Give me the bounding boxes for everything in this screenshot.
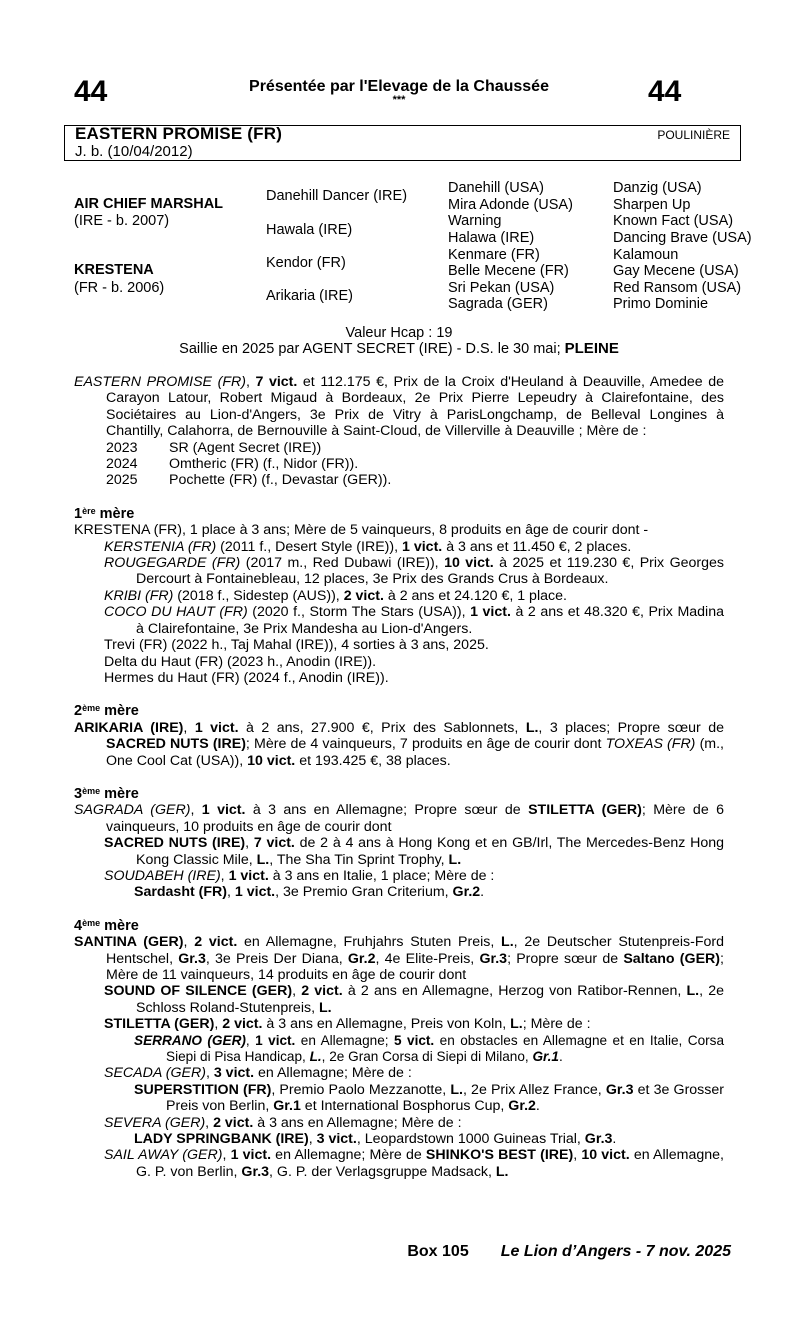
produce-entry: SOUDABEH (IRE), 1 vict. à 3 ans en Italie, 1 place; Mère de : xyxy=(104,867,495,884)
lot-number-left: 44 xyxy=(74,75,108,108)
stars: *** xyxy=(392,94,406,106)
produce-entry: KRIBI (FR) (2018 f., Sidestep (AUS)), 2 vict. à 2 ans et 24.120 €, 1 place. xyxy=(104,587,567,604)
dam-info: (FR - b. 2006) xyxy=(74,280,165,296)
lot-number-right: 44 xyxy=(648,75,682,108)
pedigree-gen4: Known Fact (USA) xyxy=(613,213,734,229)
pedigree-gen3: Mira Adonde (USA) xyxy=(448,197,573,213)
produce-row: 2023 SR (Agent Secret (IRE)) xyxy=(106,439,322,456)
horse-description: J. b. (10/04/2012) xyxy=(75,143,193,160)
pedigree-gen2: Kendor (FR) xyxy=(266,255,346,271)
pedigree-gen3: Halawa (IRE) xyxy=(448,230,535,246)
sire-info: (IRE - b. 2007) xyxy=(74,213,170,229)
fourth-dam-record: SANTINA (GER), 2 vict. en Allemagne, Fruhjahrs Stuten Preis, L., 2e Deutscher Stutenpreis-Ford Hentschel, Gr.3, 3e Preis Der Diana, Gr.2, 4e Elite-Preis, Gr.3; Propre sœur de Saltano (GER); Mère de 11 vainqueurs, 14 produits en âge de courir dont xyxy=(74,934,724,983)
produce-row: 2024 Omtheric (FR) (f., Nidor (FR)). xyxy=(106,456,359,473)
main-text xyxy=(74,374,724,1180)
produce-entry: SAIL AWAY (GER), 1 vict. en Allemagne; Mère de SHINKO'S BEST (IRE), 10 vict. en Allemagne, G. P. von Berlin, Gr.3, G. P. der Verlagsgruppe Madsack, L. xyxy=(104,1147,724,1180)
pedigree-gen4: Gay Mecene (USA) xyxy=(613,263,739,279)
horse-type: POULINIÈRE xyxy=(657,128,730,142)
pedigree-gen4: Kalamoun xyxy=(613,247,679,263)
second-dam-record: ARIKARIA (IRE), 1 vict. à 2 ans, 27.900 €, Prix des Sablonnets, L., 3 places; Propre sœur de SACRED NUTS (IRE); Mère de 4 vainqueurs, 7 produits en âge de courir dont TOXEAS (FR) (m., One Cool Cat (USA)), 10 vict. et 193.425 €, 38 places. xyxy=(74,719,724,769)
second-dam-heading: 2ème mère xyxy=(74,703,139,720)
saillie-text: Saillie en 2025 par AGENT SECRET (IRE) - D.S. le 30 mai; xyxy=(179,341,565,357)
horse-record: EASTERN PROMISE (FR), 7 vict. et 112.175 €, Prix de la Croix d'Heuland à Deauville, Amedee de Carayon Latour, Robert Migaud à Bordeaux, 2e Prix Pierre Lepeudry à Clairefontaine, des Sociétaires au Lion-d'Angers, 3e Prix de Vitry à ParisLongchamp, de Belleval Longines à Chantilly, Calahorra, de Bernouville à Saint-Cloud, de Villerville à Deauville ; Mère de : xyxy=(74,374,724,440)
dam-name: KRESTENA xyxy=(74,262,154,278)
pedigree-gen4: Dancing Brave (USA) xyxy=(613,230,752,246)
produce-entry: Hermes du Haut (FR) (2024 f., Anodin (IRE)). xyxy=(104,669,389,686)
produce-entry: ROUGEGARDE (FR) (2017 m., Red Dubawi (IRE)), 10 vict. à 2025 et 119.230 €, Prix Georges Dercourt à Fontainebleau, 12 places, 3e Prix des Grands Crus à Bordeaux. xyxy=(104,555,724,588)
footer xyxy=(0,1243,731,1261)
valeur-hcap: Valeur Hcap : 19 xyxy=(345,325,453,341)
pedigree-gen4: Red Ransom (USA) xyxy=(613,280,742,296)
pedigree-gen4: Danzig (USA) xyxy=(613,180,702,196)
produce-entry: COCO DU HAUT (FR) (2020 f., Storm The Stars (USA)), 1 vict. à 2 ans et 48.320 €, Prix Madina à Clairefontaine, 3e Prix Mandesha au Lion-d'Angers. xyxy=(104,604,724,637)
sale-info: Le Lion d’Angers - 7 nov. 2025 xyxy=(500,1243,731,1260)
first-dam-record: KRESTENA (FR), 1 place à 3 ans; Mère de 5 vainqueurs, 8 produits en âge de courir dont - xyxy=(74,522,649,539)
produce-entry: SECADA (GER), 3 vict. en Allemagne; Mère de : xyxy=(104,1065,412,1082)
horse-header-box xyxy=(64,125,741,161)
horse-name: EASTERN PROMISE (FR) xyxy=(75,124,283,143)
pedigree-gen3: Sagrada (GER) xyxy=(448,296,548,312)
first-dam-heading: 1ère mère xyxy=(74,505,135,522)
produce-entry: KERSTENIA (FR) (2011 f., Desert Style (IRE)), 1 vict. à 3 ans et 11.450 €, 2 places. xyxy=(104,538,632,555)
pedigree-gen2: Hawala (IRE) xyxy=(266,222,353,238)
pedigree-gen2: Danehill Dancer (IRE) xyxy=(266,188,408,204)
pedigree-gen3: Belle Mecene (FR) xyxy=(448,263,569,279)
produce-entry: SUPERSTITION (FR), Premio Paolo Mezzanotte, L., 2e Prix Allez France, Gr.3 et 3e Grosser Preis von Berlin, Gr.1 et International Bosphorus Cup, Gr.2. xyxy=(134,1081,724,1115)
produce-entry: Sardasht (FR), 1 vict., 3e Premio Gran Criterium, Gr.2. xyxy=(134,884,485,901)
third-dam-record: SAGRADA (GER), 1 vict. à 3 ans en Allemagne; Propre sœur de STILETTA (GER); Mère de 6 vainqueurs, 10 produits en âge de courir dont xyxy=(74,802,724,835)
saillie-status: PLEINE xyxy=(564,340,619,357)
produce-entry: STILETTA (GER), 2 vict. à 3 ans en Allemagne, Preis von Koln, L.; Mère de : xyxy=(104,1016,591,1033)
produce-entry: SOUND OF SILENCE (GER), 2 vict. à 2 ans en Allemagne, Herzog von Ratibor-Rennen, L., 2e Schloss Roland-Stutenpreis, L. xyxy=(104,983,724,1016)
produce-entry: SERRANO (GER), 1 vict. en Allemagne; 5 vict. en obstacles en Allemagne et en Italie, Corsa Siepi di Pisa Handicap, L., 2e Gran Corsa di Siepi di Milano, Gr.1. xyxy=(134,1032,725,1065)
box-number: Box 105 xyxy=(407,1243,469,1260)
sire-name: AIR CHIEF MARSHAL xyxy=(74,196,224,212)
pedigree-gen3: Kenmare (FR) xyxy=(448,247,540,263)
pedigree-gen3: Warning xyxy=(448,213,502,229)
produce-entry: SEVERA (GER), 2 vict. à 3 ans en Allemagne; Mère de : xyxy=(104,1114,462,1131)
pedigree-gen3: Sri Pekan (USA) xyxy=(448,280,555,296)
produce-entry: Trevi (FR) (2022 h., Taj Mahal (IRE)), 4 sorties à 3 ans, 2025. xyxy=(104,637,489,654)
pedigree-gen4: Primo Dominie xyxy=(613,296,709,312)
produce-entry: LADY SPRINGBANK (IRE), 3 vict., Leopardstown 1000 Guineas Trial, Gr.3. xyxy=(134,1131,617,1148)
pedigree-gen2: Arikaria (IRE) xyxy=(266,288,354,304)
produce-entry: Delta du Haut (FR) (2023 h., Anodin (IRE)). xyxy=(104,653,377,670)
produce-row: 2025 Pochette (FR) (f., Devastar (GER)). xyxy=(106,472,392,489)
third-dam-heading: 3ème mère xyxy=(74,785,139,802)
produce-entry: SACRED NUTS (IRE), 7 vict. de 2 à 4 ans à Hong Kong et en GB/Irl, The Mercedes-Benz Hong Kong Classic Mile, L., The Sha Tin Sprint Trophy, L. xyxy=(104,835,724,868)
pedigree-gen3: Danehill (USA) xyxy=(448,180,544,196)
fourth-dam-heading: 4ème mère xyxy=(74,917,139,934)
saillie-line xyxy=(0,341,798,358)
pedigree-gen4: Sharpen Up xyxy=(613,197,691,213)
presenter: Présentée par l'Elevage de la Chaussée xyxy=(249,78,549,95)
